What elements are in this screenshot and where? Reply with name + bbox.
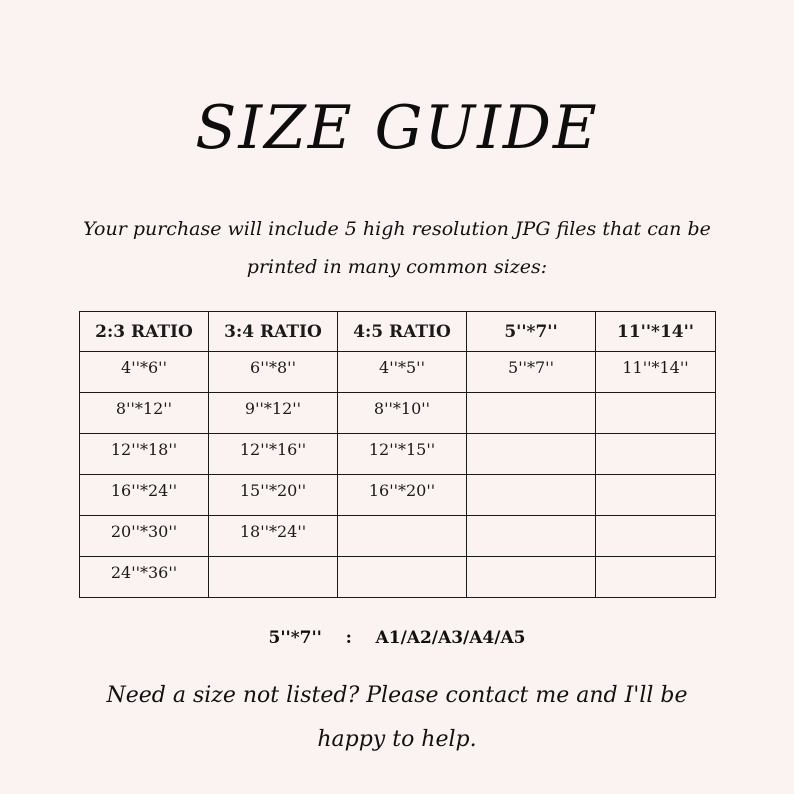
- table-cell: 12''*16'': [209, 434, 338, 475]
- table-cell: 4''*5'': [338, 352, 467, 393]
- table-cell: [338, 557, 467, 598]
- table-cell: [596, 393, 716, 434]
- table-cell: 11''*14'': [596, 352, 716, 393]
- table-cell: [467, 393, 596, 434]
- intro-text: Your purchase will include 5 high resolution JPG files that can be printed in many common sizes:: [83, 218, 711, 278]
- note-separator: :: [345, 628, 352, 648]
- table-cell: [596, 557, 716, 598]
- table-cell: [467, 475, 596, 516]
- paper-size-note: [0, 624, 794, 652]
- table-cell: 24''*36'': [80, 557, 209, 598]
- header-5x7: 5''*7'': [467, 312, 596, 352]
- table-row: [80, 434, 716, 475]
- table-header-row: [80, 312, 716, 352]
- table-cell: 12''*18'': [80, 434, 209, 475]
- table-cell: 9''*12'': [209, 393, 338, 434]
- header-2-3-ratio: 2:3 RATIO: [80, 312, 209, 352]
- table-cell: 4''*6'': [80, 352, 209, 393]
- table-cell: 8''*10'': [338, 393, 467, 434]
- note-right: A1/A2/A3/A4/A5: [375, 628, 526, 648]
- table-cell: [338, 516, 467, 557]
- table-row: [80, 475, 716, 516]
- table-cell: [209, 557, 338, 598]
- table-cell: 15''*20'': [209, 475, 338, 516]
- table-cell: [467, 516, 596, 557]
- header-4-5-ratio: 4:5 RATIO: [338, 312, 467, 352]
- table-row: [80, 393, 716, 434]
- header-3-4-ratio: 3:4 RATIO: [209, 312, 338, 352]
- table-row: [80, 516, 716, 557]
- table-cell: [596, 475, 716, 516]
- note-left: 5''*7'': [268, 628, 322, 648]
- size-table: [79, 311, 716, 598]
- table-cell: 12''*15'': [338, 434, 467, 475]
- table-cell: 8''*12'': [80, 393, 209, 434]
- contact-text: Need a size not listed? Please contact me and I'll be happy to help.: [106, 683, 688, 752]
- page-title: SIZE GUIDE: [195, 93, 599, 163]
- table-cell: 5''*7'': [467, 352, 596, 393]
- table-cell: 20''*30'': [80, 516, 209, 557]
- table-cell: [467, 434, 596, 475]
- table-cell: 16''*24'': [80, 475, 209, 516]
- table-cell: [596, 516, 716, 557]
- table-cell: 18''*24'': [209, 516, 338, 557]
- table-row: [80, 352, 716, 393]
- table-cell: [467, 557, 596, 598]
- table-cell: 16''*20'': [338, 475, 467, 516]
- table-cell: 6''*8'': [209, 352, 338, 393]
- header-11x14: 11''*14'': [596, 312, 716, 352]
- table-cell: [596, 434, 716, 475]
- table-row: [80, 557, 716, 598]
